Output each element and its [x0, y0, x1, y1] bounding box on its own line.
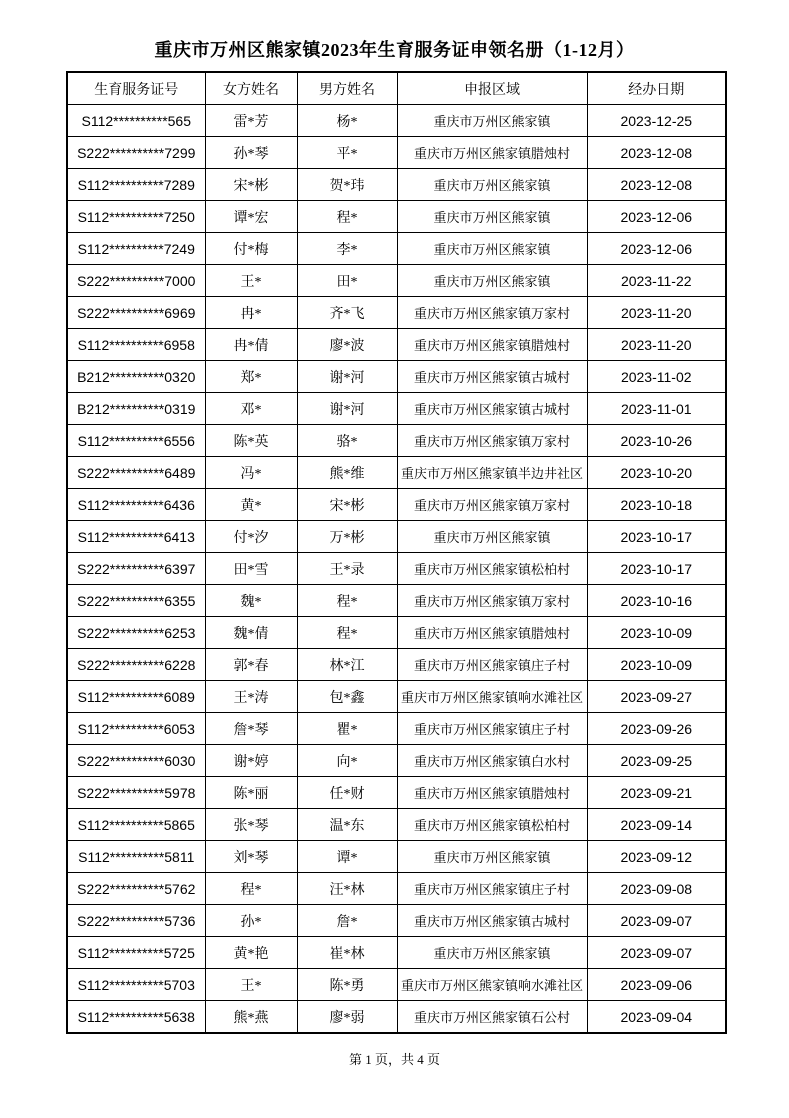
male-name-cell: 王*录 [297, 553, 397, 585]
table-row [67, 649, 726, 681]
region-cell: 重庆市万州区熊家镇 [397, 521, 587, 553]
cert-number-cell: B212**********0319 [67, 393, 205, 425]
header-male-name: 男方姓名 [297, 72, 397, 105]
date-cell: 2023-09-07 [587, 937, 726, 969]
female-name-cell: 程* [205, 873, 297, 905]
cert-number-cell: S112**********5811 [67, 841, 205, 873]
date-cell: 2023-09-04 [587, 1001, 726, 1034]
cert-number-cell: S112**********565 [67, 105, 205, 137]
region-cell: 重庆市万州区熊家镇腊烛村 [397, 137, 587, 169]
female-name-cell: 熊*燕 [205, 1001, 297, 1034]
table-row [67, 713, 726, 745]
cert-number-cell: S222**********6969 [67, 297, 205, 329]
date-cell: 2023-09-21 [587, 777, 726, 809]
date-cell: 2023-10-20 [587, 457, 726, 489]
male-name-cell: 程* [297, 201, 397, 233]
cert-number-cell: S222**********5978 [67, 777, 205, 809]
date-cell: 2023-10-09 [587, 649, 726, 681]
cert-number-cell: S112**********5725 [67, 937, 205, 969]
male-name-cell: 程* [297, 617, 397, 649]
date-cell: 2023-12-25 [587, 105, 726, 137]
cert-number-cell: S222**********6228 [67, 649, 205, 681]
region-cell: 重庆市万州区熊家镇松柏村 [397, 553, 587, 585]
cert-number-cell: S222**********5736 [67, 905, 205, 937]
date-cell: 2023-09-27 [587, 681, 726, 713]
region-cell: 重庆市万州区熊家镇松柏村 [397, 809, 587, 841]
region-cell: 重庆市万州区熊家镇腊烛村 [397, 617, 587, 649]
cert-number-cell: S112**********6958 [67, 329, 205, 361]
date-cell: 2023-09-08 [587, 873, 726, 905]
female-name-cell: 付*汐 [205, 521, 297, 553]
female-name-cell: 王* [205, 265, 297, 297]
date-cell: 2023-10-17 [587, 553, 726, 585]
cert-number-cell: S222**********5762 [67, 873, 205, 905]
region-cell: 重庆市万州区熊家镇万家村 [397, 489, 587, 521]
male-name-cell: 李* [297, 233, 397, 265]
cert-number-cell: S112**********6053 [67, 713, 205, 745]
male-name-cell: 骆* [297, 425, 397, 457]
date-cell: 2023-11-22 [587, 265, 726, 297]
header-date: 经办日期 [587, 72, 726, 105]
female-name-cell: 冉* [205, 297, 297, 329]
table-row [67, 361, 726, 393]
cert-number-cell: S112**********7250 [67, 201, 205, 233]
date-cell: 2023-09-25 [587, 745, 726, 777]
region-cell: 重庆市万州区熊家镇 [397, 937, 587, 969]
table-row [67, 873, 726, 905]
table-row [67, 169, 726, 201]
date-cell: 2023-11-20 [587, 297, 726, 329]
cert-number-cell: S112**********5865 [67, 809, 205, 841]
cert-number-cell: B212**********0320 [67, 361, 205, 393]
region-cell: 重庆市万州区熊家镇古城村 [397, 905, 587, 937]
date-cell: 2023-10-26 [587, 425, 726, 457]
date-cell: 2023-09-06 [587, 969, 726, 1001]
region-cell: 重庆市万州区熊家镇白水村 [397, 745, 587, 777]
male-name-cell: 谭* [297, 841, 397, 873]
region-cell: 重庆市万州区熊家镇 [397, 265, 587, 297]
table-row [67, 457, 726, 489]
cert-number-cell: S222**********7299 [67, 137, 205, 169]
table-row [67, 841, 726, 873]
region-cell: 重庆市万州区熊家镇庄子村 [397, 713, 587, 745]
date-cell: 2023-09-14 [587, 809, 726, 841]
table-row [67, 393, 726, 425]
table-row [67, 425, 726, 457]
region-cell: 重庆市万州区熊家镇响水滩社区 [397, 681, 587, 713]
date-cell: 2023-11-01 [587, 393, 726, 425]
male-name-cell: 廖*弱 [297, 1001, 397, 1034]
female-name-cell: 陈*英 [205, 425, 297, 457]
table-row [67, 105, 726, 137]
table-row [67, 233, 726, 265]
table-row [67, 521, 726, 553]
female-name-cell: 郭*春 [205, 649, 297, 681]
cert-number-cell: S112**********5638 [67, 1001, 205, 1034]
male-name-cell: 贺*玮 [297, 169, 397, 201]
female-name-cell: 陈*丽 [205, 777, 297, 809]
female-name-cell: 谢*婷 [205, 745, 297, 777]
date-cell: 2023-11-02 [587, 361, 726, 393]
region-cell: 重庆市万州区熊家镇 [397, 105, 587, 137]
table-row [67, 585, 726, 617]
region-cell: 重庆市万州区熊家镇腊烛村 [397, 329, 587, 361]
page-number-footer: 第 1 页，共 4 页 [348, 1052, 440, 1067]
region-cell: 重庆市万州区熊家镇半边井社区 [397, 457, 587, 489]
cert-number-cell: S222**********6355 [67, 585, 205, 617]
date-cell: 2023-12-06 [587, 233, 726, 265]
region-cell: 重庆市万州区熊家镇 [397, 201, 587, 233]
region-cell: 重庆市万州区熊家镇万家村 [397, 585, 587, 617]
region-cell: 重庆市万州区熊家镇响水滩社区 [397, 969, 587, 1001]
female-name-cell: 黄* [205, 489, 297, 521]
cert-number-cell: S112**********5703 [67, 969, 205, 1001]
female-name-cell: 郑* [205, 361, 297, 393]
date-cell: 2023-09-26 [587, 713, 726, 745]
table-row [67, 489, 726, 521]
region-cell: 重庆市万州区熊家镇腊烛村 [397, 777, 587, 809]
cert-number-cell: S222**********6253 [67, 617, 205, 649]
male-name-cell: 齐*飞 [297, 297, 397, 329]
table-row [67, 201, 726, 233]
table-row [67, 905, 726, 937]
female-name-cell: 雷*芳 [205, 105, 297, 137]
male-name-cell: 谢*河 [297, 393, 397, 425]
cert-number-cell: S112**********7289 [67, 169, 205, 201]
male-name-cell: 詹* [297, 905, 397, 937]
date-cell: 2023-11-20 [587, 329, 726, 361]
table-row [67, 777, 726, 809]
male-name-cell: 汪*林 [297, 873, 397, 905]
date-cell: 2023-10-09 [587, 617, 726, 649]
header-female-name: 女方姓名 [205, 72, 297, 105]
female-name-cell: 张*琴 [205, 809, 297, 841]
region-cell: 重庆市万州区熊家镇庄子村 [397, 873, 587, 905]
region-cell: 重庆市万州区熊家镇万家村 [397, 297, 587, 329]
date-cell: 2023-09-12 [587, 841, 726, 873]
female-name-cell: 邓* [205, 393, 297, 425]
female-name-cell: 冯* [205, 457, 297, 489]
table-row [67, 137, 726, 169]
table-row [67, 617, 726, 649]
table-row [67, 937, 726, 969]
female-name-cell: 付*梅 [205, 233, 297, 265]
table-row [67, 1001, 726, 1034]
header-region: 申报区域 [397, 72, 587, 105]
cert-number-cell: S222**********7000 [67, 265, 205, 297]
cert-number-cell: S112**********6089 [67, 681, 205, 713]
female-name-cell: 田*雪 [205, 553, 297, 585]
date-cell: 2023-09-07 [587, 905, 726, 937]
cert-number-cell: S112**********6436 [67, 489, 205, 521]
table-row [67, 265, 726, 297]
region-cell: 重庆市万州区熊家镇古城村 [397, 361, 587, 393]
date-cell: 2023-10-18 [587, 489, 726, 521]
region-cell: 重庆市万州区熊家镇万家村 [397, 425, 587, 457]
register-table [66, 71, 727, 1034]
female-name-cell: 黄*艳 [205, 937, 297, 969]
table-row [67, 553, 726, 585]
cert-number-cell: S112**********6556 [67, 425, 205, 457]
female-name-cell: 谭*宏 [205, 201, 297, 233]
male-name-cell: 田* [297, 265, 397, 297]
female-name-cell: 王* [205, 969, 297, 1001]
cert-number-cell: S112**********7249 [67, 233, 205, 265]
female-name-cell: 冉*倩 [205, 329, 297, 361]
female-name-cell: 孙*琴 [205, 137, 297, 169]
female-name-cell: 詹*琴 [205, 713, 297, 745]
cert-number-cell: S222**********6030 [67, 745, 205, 777]
table-row [67, 297, 726, 329]
table-row [67, 969, 726, 1001]
male-name-cell: 谢*河 [297, 361, 397, 393]
male-name-cell: 平* [297, 137, 397, 169]
region-cell: 重庆市万州区熊家镇古城村 [397, 393, 587, 425]
date-cell: 2023-12-06 [587, 201, 726, 233]
male-name-cell: 程* [297, 585, 397, 617]
cert-number-cell: S222**********6397 [67, 553, 205, 585]
male-name-cell: 向* [297, 745, 397, 777]
region-cell: 重庆市万州区熊家镇石公村 [397, 1001, 587, 1034]
female-name-cell: 孙* [205, 905, 297, 937]
male-name-cell: 万*彬 [297, 521, 397, 553]
male-name-cell: 温*东 [297, 809, 397, 841]
male-name-cell: 包*鑫 [297, 681, 397, 713]
date-cell: 2023-12-08 [587, 137, 726, 169]
female-name-cell: 魏* [205, 585, 297, 617]
table-row [67, 329, 726, 361]
male-name-cell: 杨* [297, 105, 397, 137]
header-cert-number: 生育服务证号 [67, 72, 205, 105]
region-cell: 重庆市万州区熊家镇 [397, 169, 587, 201]
male-name-cell: 任*财 [297, 777, 397, 809]
date-cell: 2023-10-16 [587, 585, 726, 617]
male-name-cell: 廖*波 [297, 329, 397, 361]
male-name-cell: 熊*维 [297, 457, 397, 489]
table-header-row [67, 72, 726, 105]
page-title: 重庆市万州区熊家镇2023年生育服务证申领名册（1-12月） [154, 40, 635, 60]
table-row [67, 681, 726, 713]
date-cell: 2023-10-17 [587, 521, 726, 553]
male-name-cell: 宋*彬 [297, 489, 397, 521]
male-name-cell: 崔*林 [297, 937, 397, 969]
female-name-cell: 宋*彬 [205, 169, 297, 201]
cert-number-cell: S112**********6413 [67, 521, 205, 553]
male-name-cell: 陈*勇 [297, 969, 397, 1001]
region-cell: 重庆市万州区熊家镇 [397, 233, 587, 265]
region-cell: 重庆市万州区熊家镇庄子村 [397, 649, 587, 681]
table-row [67, 745, 726, 777]
male-name-cell: 瞿* [297, 713, 397, 745]
female-name-cell: 魏*倩 [205, 617, 297, 649]
region-cell: 重庆市万州区熊家镇 [397, 841, 587, 873]
female-name-cell: 刘*琴 [205, 841, 297, 873]
female-name-cell: 王*涛 [205, 681, 297, 713]
date-cell: 2023-12-08 [587, 169, 726, 201]
table-row [67, 809, 726, 841]
cert-number-cell: S222**********6489 [67, 457, 205, 489]
male-name-cell: 林*江 [297, 649, 397, 681]
